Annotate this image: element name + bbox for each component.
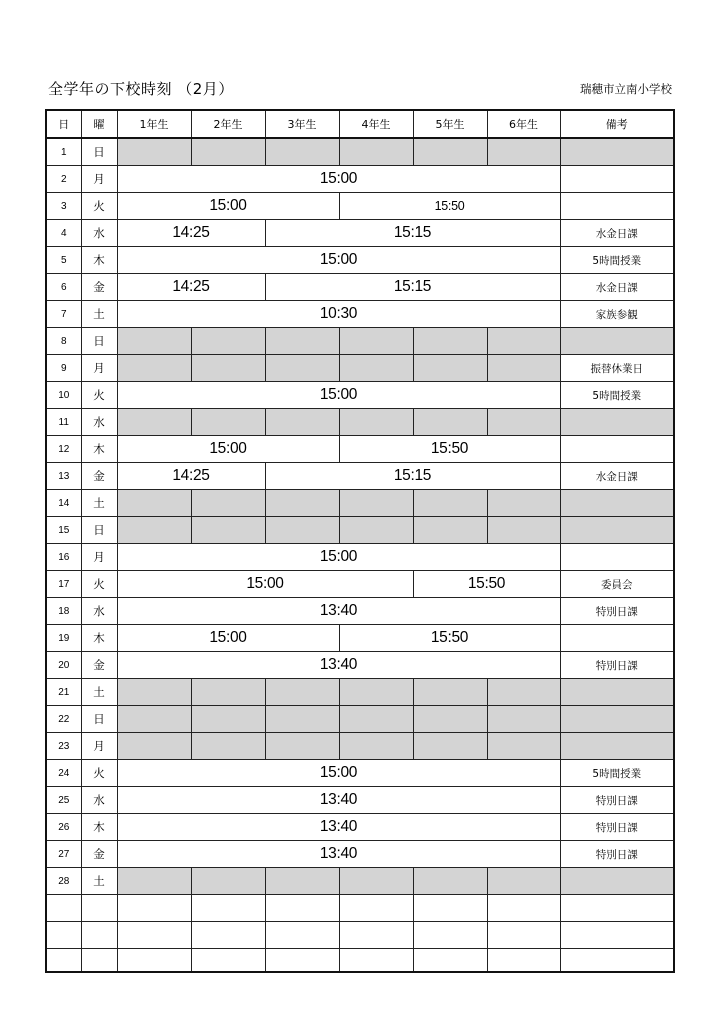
day-number-cell: 5 [46, 247, 81, 274]
grade-time-cell [265, 679, 339, 706]
header-row [46, 110, 674, 138]
weekday-cell [81, 949, 117, 973]
remarks-cell: 特別日課 [560, 841, 674, 868]
table-row [46, 949, 674, 973]
remarks-cell [560, 895, 674, 922]
dismissal-time-cell: 13:40 [117, 841, 560, 868]
grade-time-cell [191, 138, 265, 166]
grade-time-cell [339, 733, 413, 760]
remarks-cell [560, 328, 674, 355]
grade-time-cell [117, 922, 191, 949]
weekday-cell: 木 [81, 625, 117, 652]
grade-time-cell [487, 895, 560, 922]
remarks-cell: 特別日課 [560, 652, 674, 679]
day-number-cell: 2 [46, 166, 81, 193]
remarks-cell: 5時間授業 [560, 247, 674, 274]
grade-time-cell [413, 138, 487, 166]
remarks-cell [560, 922, 674, 949]
table-row [46, 301, 674, 328]
col-header-grade1: 1年生 [117, 110, 191, 138]
weekday-cell: 土 [81, 679, 117, 706]
grade-time-cell [191, 328, 265, 355]
day-number-cell: 15 [46, 517, 81, 544]
weekday-cell: 土 [81, 868, 117, 895]
grade-time-cell [487, 706, 560, 733]
grade-time-cell [487, 409, 560, 436]
table-row [46, 409, 674, 436]
day-number-cell: 20 [46, 652, 81, 679]
table-row [46, 868, 674, 895]
weekday-cell: 火 [81, 382, 117, 409]
grade-time-cell [265, 868, 339, 895]
dismissal-time-cell: 15:00 [117, 544, 560, 571]
grade-time-cell [339, 868, 413, 895]
dismissal-time-cell: 15:15 [265, 274, 560, 301]
table-row [46, 652, 674, 679]
grade-time-cell [191, 679, 265, 706]
grade-time-cell [265, 138, 339, 166]
table-row [46, 760, 674, 787]
grade-time-cell [117, 328, 191, 355]
grade-time-cell [413, 679, 487, 706]
weekday-cell: 金 [81, 274, 117, 301]
weekday-cell: 土 [81, 301, 117, 328]
remarks-cell: 特別日課 [560, 787, 674, 814]
day-number-cell: 12 [46, 436, 81, 463]
weekday-cell [81, 895, 117, 922]
grade-time-cell [117, 949, 191, 973]
weekday-cell: 水 [81, 220, 117, 247]
day-number-cell: 14 [46, 490, 81, 517]
day-number-cell: 25 [46, 787, 81, 814]
day-number-cell: 8 [46, 328, 81, 355]
grade-time-cell [117, 706, 191, 733]
weekday-cell: 日 [81, 517, 117, 544]
table-row [46, 841, 674, 868]
remarks-cell: 水金日課 [560, 274, 674, 301]
grade-time-cell [191, 922, 265, 949]
day-number-cell: 27 [46, 841, 81, 868]
dismissal-time-cell: 15:00 [117, 436, 339, 463]
grade-time-cell [413, 517, 487, 544]
school-name: 瑞穂市立南小学校 [580, 82, 672, 96]
dismissal-schedule-table [45, 109, 675, 973]
table-row [46, 274, 674, 301]
table-row [46, 922, 674, 949]
dismissal-time-cell: 14:25 [117, 220, 265, 247]
day-number-cell: 13 [46, 463, 81, 490]
day-number-cell [46, 949, 81, 973]
col-header-grade2: 2年生 [191, 110, 265, 138]
col-header-grade3: 3年生 [265, 110, 339, 138]
dismissal-time-cell: 15:00 [117, 760, 560, 787]
remarks-cell: 振替休業日 [560, 355, 674, 382]
dismissal-time-cell: 13:40 [117, 787, 560, 814]
grade-time-cell [339, 679, 413, 706]
remarks-cell: 5時間授業 [560, 760, 674, 787]
remarks-cell [560, 868, 674, 895]
grade-time-cell [413, 733, 487, 760]
day-number-cell: 24 [46, 760, 81, 787]
dismissal-time-cell: 14:25 [117, 463, 265, 490]
dismissal-time-cell: 15:50 [339, 193, 560, 220]
table-row [46, 598, 674, 625]
dismissal-time-cell: 13:40 [117, 652, 560, 679]
grade-time-cell [117, 895, 191, 922]
grade-time-cell [191, 868, 265, 895]
col-header-grade5: 5年生 [413, 110, 487, 138]
table-row [46, 328, 674, 355]
grade-time-cell [339, 355, 413, 382]
weekday-cell: 金 [81, 652, 117, 679]
remarks-cell: 水金日課 [560, 220, 674, 247]
grade-time-cell [413, 895, 487, 922]
dismissal-time-cell: 15:15 [265, 463, 560, 490]
dismissal-time-cell: 14:25 [117, 274, 265, 301]
remarks-cell: 水金日課 [560, 463, 674, 490]
dismissal-time-cell: 15:00 [117, 247, 560, 274]
grade-time-cell [487, 490, 560, 517]
table-row [46, 436, 674, 463]
table-row [46, 814, 674, 841]
weekday-cell [81, 922, 117, 949]
table-row [46, 355, 674, 382]
dismissal-time-cell: 15:00 [117, 166, 560, 193]
day-number-cell: 1 [46, 138, 81, 166]
table-row [46, 895, 674, 922]
col-header-grade6: 6年生 [487, 110, 560, 138]
grade-time-cell [191, 355, 265, 382]
weekday-cell: 日 [81, 706, 117, 733]
col-header-day: 日 [46, 110, 81, 138]
grade-time-cell [339, 490, 413, 517]
grade-time-cell [191, 949, 265, 973]
grade-time-cell [191, 409, 265, 436]
table-row [46, 679, 674, 706]
grade-time-cell [339, 949, 413, 973]
grade-time-cell [413, 490, 487, 517]
dismissal-time-cell: 15:00 [117, 625, 339, 652]
day-number-cell: 6 [46, 274, 81, 301]
grade-time-cell [339, 409, 413, 436]
remarks-cell [560, 409, 674, 436]
weekday-cell: 木 [81, 436, 117, 463]
dismissal-time-cell: 15:00 [117, 193, 339, 220]
remarks-cell [560, 949, 674, 973]
day-number-cell: 19 [46, 625, 81, 652]
grade-time-cell [339, 517, 413, 544]
remarks-cell [560, 138, 674, 166]
dismissal-time-cell: 15:50 [339, 436, 560, 463]
remarks-cell [560, 490, 674, 517]
grade-time-cell [265, 355, 339, 382]
remarks-cell [560, 193, 674, 220]
grade-time-cell [265, 706, 339, 733]
day-number-cell: 17 [46, 571, 81, 598]
day-number-cell: 7 [46, 301, 81, 328]
remarks-cell: 5時間授業 [560, 382, 674, 409]
grade-time-cell [117, 517, 191, 544]
table-row [46, 166, 674, 193]
remarks-cell [560, 166, 674, 193]
remarks-cell: 特別日課 [560, 598, 674, 625]
grade-time-cell [117, 679, 191, 706]
weekday-cell: 月 [81, 544, 117, 571]
grade-time-cell [487, 949, 560, 973]
grade-time-cell [117, 409, 191, 436]
remarks-cell [560, 733, 674, 760]
remarks-cell: 家族参観 [560, 301, 674, 328]
day-number-cell: 4 [46, 220, 81, 247]
page-title: 全学年の下校時刻 （2月） [48, 80, 234, 98]
remarks-cell [560, 517, 674, 544]
grade-time-cell [117, 138, 191, 166]
remarks-cell [560, 706, 674, 733]
grade-time-cell [191, 733, 265, 760]
grade-time-cell [339, 895, 413, 922]
day-number-cell: 3 [46, 193, 81, 220]
weekday-cell: 金 [81, 463, 117, 490]
weekday-cell: 月 [81, 166, 117, 193]
grade-time-cell [487, 733, 560, 760]
grade-time-cell [191, 490, 265, 517]
dismissal-time-cell: 15:50 [339, 625, 560, 652]
day-number-cell: 10 [46, 382, 81, 409]
weekday-cell: 月 [81, 355, 117, 382]
weekday-cell: 月 [81, 733, 117, 760]
weekday-cell: 火 [81, 571, 117, 598]
table-row [46, 544, 674, 571]
table-row [46, 193, 674, 220]
weekday-cell: 水 [81, 787, 117, 814]
grade-time-cell [413, 355, 487, 382]
day-number-cell: 22 [46, 706, 81, 733]
grade-time-cell [265, 490, 339, 517]
remarks-cell: 委員会 [560, 571, 674, 598]
grade-time-cell [339, 706, 413, 733]
grade-time-cell [487, 355, 560, 382]
col-header-remarks: 備考 [560, 110, 674, 138]
dismissal-time-cell: 15:00 [117, 571, 413, 598]
remarks-cell [560, 625, 674, 652]
grade-time-cell [413, 922, 487, 949]
dismissal-time-cell: 15:00 [117, 382, 560, 409]
day-number-cell: 11 [46, 409, 81, 436]
grade-time-cell [191, 895, 265, 922]
table-row [46, 463, 674, 490]
grade-time-cell [265, 328, 339, 355]
grade-time-cell [117, 355, 191, 382]
grade-time-cell [413, 868, 487, 895]
grade-time-cell [117, 490, 191, 517]
grade-time-cell [117, 733, 191, 760]
grade-time-cell [487, 328, 560, 355]
day-number-cell: 21 [46, 679, 81, 706]
weekday-cell: 日 [81, 328, 117, 355]
remarks-cell [560, 544, 674, 571]
grade-time-cell [487, 517, 560, 544]
grade-time-cell [265, 733, 339, 760]
weekday-cell: 火 [81, 193, 117, 220]
grade-time-cell [487, 679, 560, 706]
weekday-cell: 水 [81, 598, 117, 625]
table-row [46, 247, 674, 274]
table-row [46, 625, 674, 652]
weekday-cell: 木 [81, 814, 117, 841]
table-row [46, 733, 674, 760]
grade-time-cell [487, 922, 560, 949]
weekday-cell: 木 [81, 247, 117, 274]
table-row [46, 138, 674, 166]
grade-time-cell [265, 517, 339, 544]
weekday-cell: 日 [81, 138, 117, 166]
day-number-cell: 28 [46, 868, 81, 895]
dismissal-time-cell: 13:40 [117, 598, 560, 625]
dismissal-time-cell: 15:50 [413, 571, 560, 598]
table-row [46, 787, 674, 814]
table-row [46, 490, 674, 517]
day-number-cell [46, 922, 81, 949]
grade-time-cell [487, 868, 560, 895]
weekday-cell: 火 [81, 760, 117, 787]
day-number-cell: 9 [46, 355, 81, 382]
dismissal-time-cell: 10:30 [117, 301, 560, 328]
grade-time-cell [487, 138, 560, 166]
grade-time-cell [339, 922, 413, 949]
grade-time-cell [413, 706, 487, 733]
day-number-cell: 26 [46, 814, 81, 841]
col-header-grade4: 4年生 [339, 110, 413, 138]
day-number-cell: 16 [46, 544, 81, 571]
weekday-cell: 土 [81, 490, 117, 517]
day-number-cell: 18 [46, 598, 81, 625]
grade-time-cell [339, 328, 413, 355]
grade-time-cell [191, 517, 265, 544]
grade-time-cell [339, 138, 413, 166]
grade-time-cell [265, 409, 339, 436]
grade-time-cell [413, 949, 487, 973]
grade-time-cell [265, 895, 339, 922]
table-row [46, 706, 674, 733]
col-header-weekday: 曜 [81, 110, 117, 138]
grade-time-cell [265, 922, 339, 949]
remarks-cell: 特別日課 [560, 814, 674, 841]
table-row [46, 571, 674, 598]
dismissal-time-cell: 13:40 [117, 814, 560, 841]
remarks-cell [560, 436, 674, 463]
remarks-cell [560, 679, 674, 706]
weekday-cell: 水 [81, 409, 117, 436]
day-number-cell: 23 [46, 733, 81, 760]
table-row [46, 220, 674, 247]
grade-time-cell [191, 706, 265, 733]
grade-time-cell [413, 409, 487, 436]
grade-time-cell [117, 868, 191, 895]
grade-time-cell [265, 949, 339, 973]
grade-time-cell [413, 328, 487, 355]
table-row [46, 517, 674, 544]
dismissal-time-cell: 15:15 [265, 220, 560, 247]
day-number-cell [46, 895, 81, 922]
table-row [46, 382, 674, 409]
weekday-cell: 金 [81, 841, 117, 868]
